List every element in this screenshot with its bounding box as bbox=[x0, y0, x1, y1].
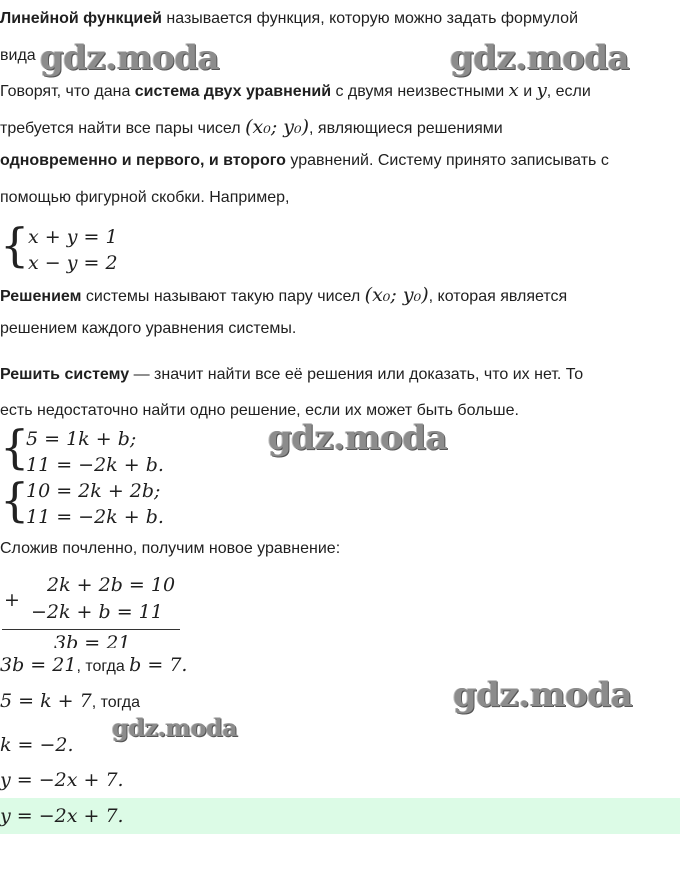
system2-eq-2: 11 = −2k + b. bbox=[26, 506, 164, 528]
pair-x0-y0: (x₀; y₀) bbox=[245, 116, 310, 138]
step-3: k = −2. bbox=[0, 734, 74, 756]
solution-definition-line-2: решением каждого уравнения системы. bbox=[0, 320, 297, 337]
system-definition-line-3 bbox=[0, 151, 609, 171]
example-eq-1: x + y = 1 bbox=[28, 226, 118, 248]
system1-eq-2: 11 = −2k + b. bbox=[26, 454, 164, 476]
term-system: система двух уравнений bbox=[134, 83, 332, 100]
text: Говорят, что дана bbox=[0, 83, 135, 100]
curly-brace-icon: { bbox=[0, 473, 30, 527]
step-4: y = −2x + 7. bbox=[0, 769, 124, 791]
system-definition-line-4: помощью фигурной скобки. Например, bbox=[0, 189, 290, 206]
solution-definition-line-1 bbox=[0, 284, 567, 307]
term-solution: Решением bbox=[0, 288, 82, 305]
curly-brace-icon: { bbox=[0, 218, 30, 272]
text: с двумя неизвестными bbox=[331, 83, 509, 100]
system2-eq-1: 10 = 2k + 2b; bbox=[26, 480, 161, 502]
math: 5 = k + 7 bbox=[0, 690, 92, 712]
var-x: x bbox=[508, 80, 519, 101]
step-1 bbox=[0, 654, 187, 677]
definition-text: называется функция, которую можно задать формулой bbox=[161, 10, 579, 27]
text: , тогда bbox=[76, 658, 130, 675]
step-2 bbox=[0, 690, 140, 713]
math: b = 7. bbox=[129, 654, 188, 676]
text: системы называют такую пару чисел bbox=[81, 288, 365, 305]
system1-eq-1: 5 = 1k + b; bbox=[26, 428, 137, 450]
definition-line-1 bbox=[0, 9, 578, 29]
addition-rule bbox=[2, 629, 180, 630]
definition-line-2: вида bbox=[0, 47, 36, 64]
text: уравнений. Систему принято записывать с bbox=[285, 152, 609, 169]
pair-x0-y0: (x₀; y₀) bbox=[364, 284, 429, 306]
text: — значит найти все её решения или доказать, что их нет. То bbox=[129, 366, 584, 383]
watermark-logo: gdz.moda bbox=[268, 418, 448, 458]
addition-result-clip bbox=[54, 632, 144, 648]
text: и bbox=[518, 83, 537, 100]
var-y: y bbox=[536, 80, 547, 101]
example-eq-2: x − y = 2 bbox=[28, 252, 118, 274]
text: , которая является bbox=[428, 288, 568, 305]
watermark-logo: gdz.moda bbox=[453, 675, 633, 715]
watermark-logo: gdz.moda bbox=[112, 713, 238, 742]
term-solve-system: Решить систему bbox=[0, 366, 130, 383]
curly-brace-icon: { bbox=[0, 420, 30, 474]
final-answer: y = −2x + 7. bbox=[0, 805, 124, 827]
plus-sign: + bbox=[4, 589, 20, 611]
addition-row-1: 2k + 2b = 10 bbox=[47, 574, 176, 596]
math: 3b = 21 bbox=[0, 654, 77, 676]
term-linear-function: Линейной функцией bbox=[0, 10, 162, 27]
system-definition-line-2 bbox=[0, 116, 503, 139]
text: , если bbox=[546, 83, 591, 100]
addition-row-2: −2k + b = 11 bbox=[31, 601, 163, 623]
solve-definition-line-2: есть недостаточно найти одно решение, если их может быть больше. bbox=[0, 402, 519, 419]
solve-definition-line-1 bbox=[0, 365, 583, 385]
system-definition-line-1 bbox=[0, 80, 591, 102]
sum-intro: Сложив почленно, получим новое уравнение: bbox=[0, 540, 341, 557]
text: , являющиеся решениями bbox=[309, 120, 503, 137]
text: требуется найти все пары чисел bbox=[0, 120, 246, 137]
term-simultaneously: одновременно и первого, и второго bbox=[0, 152, 286, 169]
addition-result: 3b = 21 bbox=[54, 632, 131, 648]
text: , тогда bbox=[91, 694, 140, 711]
watermark-logo: gdz.moda bbox=[450, 38, 630, 78]
watermark-logo: gdz.moda bbox=[40, 38, 220, 78]
